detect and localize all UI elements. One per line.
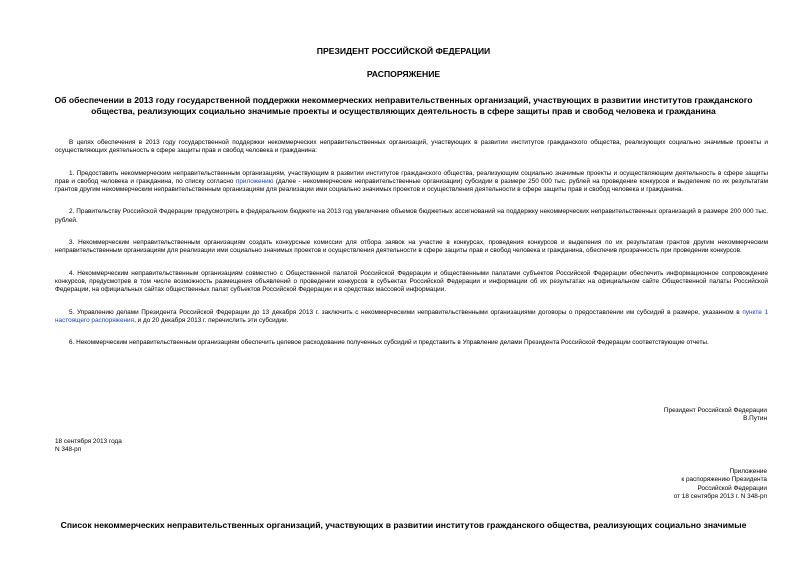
item-1-text-a: 1. Предоставить некоммерческим неправительственным организациям, участвующим в развитии институтов гражданского общества, реализующим социально значимые проекты и осуществляющим деятельность в сфере защиты прав и свобод человека и гражданина, по списку согласно [55, 169, 768, 185]
item-5 [55, 309, 768, 326]
signature-name: В.Путин [743, 415, 767, 423]
appendix-header [674, 468, 767, 501]
item-6: 6. Некоммерческим неправительственным организациям обеспечить целевое расходование полученных субсидий и представить в Управление делами Президента Российской Федерации соответствующие отчеты. [69, 339, 709, 347]
doc-type-heading: РАСПОРЯЖЕНИЕ [366, 69, 441, 79]
document-title: Об обеспечении в 2013 году государственной поддержки некоммерческих неправительственных организаций, участвующих в развитии институтов гражданского общества, реализующих социально значимые проекты и осуществляющих деятельность в сфере защиты прав и свобод человека и гражданина [54, 95, 753, 116]
appendix-list-title: Список некоммерческих неправительственных организаций, участвующих в развитии институтов гражданского общества, реализующих социально значимые [60, 520, 747, 530]
signature-position: Президент Российской Федерации [663, 407, 767, 414]
item-3: 3. Некоммерческим неправительственным организациям создать конкурсные комиссии для отбора заявок на участие в конкурсах, проведения конкурсов и выделения по их результатам грантов другим некоммерческим неправительственным организациям для реализации ими социально значимых проектов и осуществления деятельности в сфере защиты прав и свобод человека и гражданина, обеспечив прозрачность при проведении конкурсов. [55, 239, 768, 255]
appendix-ref-date: от 18 сентября 2013 г. N 348-рп [673, 492, 767, 500]
appendix-label: Приложение [729, 468, 767, 475]
intro-paragraph: В целях обеспечения в 2013 году государственной поддержки некоммерческих неправительственных организаций, участвующих в развитии институтов гражданского общества, реализующих социально значимые проекты и осуществляющих деятельность в сфере защиты прав и свобод человека и гражданина: [55, 139, 768, 155]
item-5-text-a: 5. Управлению делами Президента Российской Федерации до 13 декабря 2013 г. заключить с некоммерческими неправительственными организациями договоры о предоставлении им субсидий в размере, указанном в [69, 308, 743, 316]
authority-heading: ПРЕЗИДЕНТ РОССИЙСКОЙ ФЕДЕРАЦИИ [316, 46, 491, 56]
document-number: N 348-рп [55, 446, 82, 454]
item-1-text-b: (далее - некоммерческие неправительственные организации) субсидии в размере 250 000 тыс. рублей на проведение конкурсов и выделение по их результатам грантов другим некоммерческим неправительственным организациям для реализации ими социально значимых проектов и осуществления деятельности в сфере защиты прав и свобод человека и гражданина. [55, 177, 768, 194]
point-1-link[interactable]: пункте 1 настоящего распоряжения [55, 308, 768, 324]
item-4: 4. Некоммерческим неправительственным организациям совместно с Общественной палатой Российской Федерации и общественными палатами субъектов Российской Федерации обеспечить информационное сопровождение конкурсов, предусмотрев в том числе возможность размещения объявлений о проведении конкурсов в субъектах Российской Федерации и информации об их результатах на официальном сайте Общественной палаты Российской Федерации, на официальных сайтах общественных палат субъектов Российской Федерации и в средствах массовой информации. [55, 269, 768, 294]
item-5-text-b: , и до 20 декабря 2013 г. перечислить эти субсидии. [134, 316, 289, 324]
item-2: 2. Правительству Российской Федерации предусмотреть в федеральном бюджете на 2013 год увеличение объемов бюджетных ассигнований на поддержку некоммерческих неправительственных организаций в размере 200 000 тыс. рублей. [55, 208, 768, 224]
item-1 [55, 170, 768, 195]
document-meta [55, 438, 122, 455]
appendix-link[interactable]: приложению [235, 177, 274, 185]
appendix-ref: к распоряжению Президента [681, 476, 767, 484]
document-body [55, 139, 768, 347]
appendix-ref-country: Российской Федерации [697, 484, 767, 492]
document-date: 18 сентября 2013 года [55, 438, 122, 445]
signature-block [664, 407, 767, 424]
